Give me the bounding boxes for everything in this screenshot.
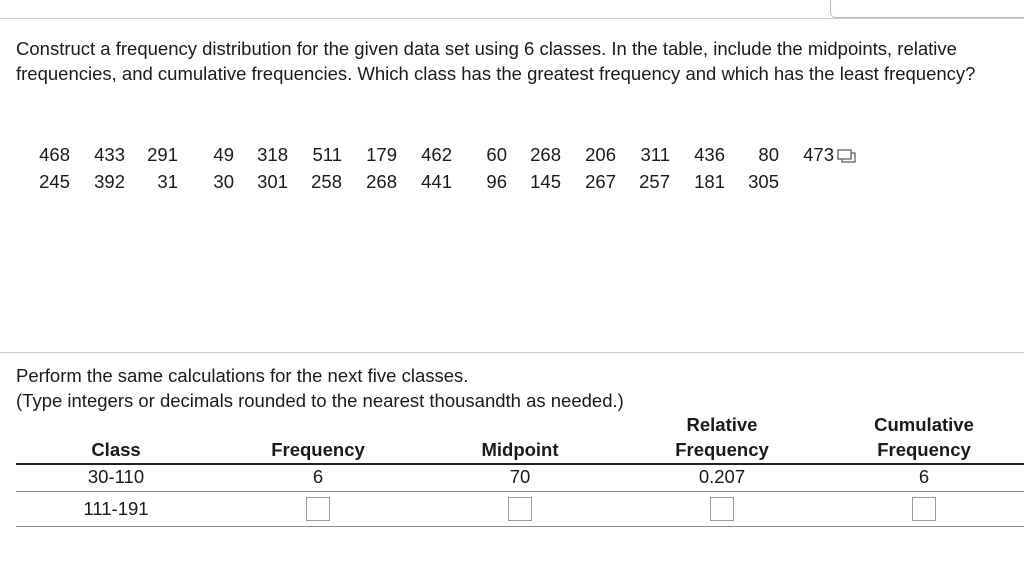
header-relative-line-2: Frequency <box>675 439 769 460</box>
data-value: 268 <box>366 171 397 192</box>
row2-cumulative-frequency-input[interactable] <box>912 497 936 521</box>
data-value: 301 <box>257 171 288 192</box>
header-cumulative-line-2: Frequency <box>877 439 971 460</box>
data-value: 473 <box>803 144 834 165</box>
data-value: 511 <box>312 144 342 165</box>
data-value: 468 <box>39 144 70 165</box>
data-value: 60 <box>486 144 507 165</box>
row1-relative-frequency: 0.207 <box>698 466 746 487</box>
row1-cumulative-frequency: 6 <box>918 466 930 487</box>
row2-midpoint-input[interactable] <box>508 497 532 521</box>
data-value: 49 <box>213 144 234 165</box>
instruction-line-1: Perform the same calculations for the next five classes. <box>16 365 469 386</box>
header-cumulative-line-1: Cumulative <box>874 414 974 435</box>
data-value: 441 <box>421 171 452 192</box>
section-divider <box>0 352 1024 353</box>
data-value: 291 <box>147 144 178 165</box>
data-value: 206 <box>585 144 616 165</box>
instruction-line-2: (Type integers or decimals rounded to the nearest thousandth as needed.) <box>16 390 624 411</box>
row1-frequency: 6 <box>312 466 324 487</box>
table-row-rule <box>16 526 1024 527</box>
header-midpoint: Midpoint <box>481 439 559 460</box>
data-value: 181 <box>694 171 725 192</box>
data-value: 245 <box>39 171 70 192</box>
header-relative-line-1: Relative <box>686 414 758 435</box>
data-value: 311 <box>640 144 670 165</box>
data-value: 268 <box>530 144 561 165</box>
data-value: 305 <box>748 171 779 192</box>
data-value: 436 <box>694 144 725 165</box>
data-value: 96 <box>486 171 507 192</box>
top-tab[interactable] <box>830 0 1024 18</box>
data-value: 80 <box>758 144 779 165</box>
question-text: Construct a frequency distribution for the given data set using 6 classes. In the table, include the midpoints, relative frequencies, and cumulative frequencies. Which class has the greatest frequency and which has the least frequency? <box>16 38 976 84</box>
row1-midpoint: 70 <box>509 466 531 487</box>
row2-class: 111-191 <box>83 498 149 519</box>
data-value: 433 <box>94 144 125 165</box>
row2-relative-frequency-input[interactable] <box>710 497 734 521</box>
data-value: 31 <box>157 171 178 192</box>
data-value: 179 <box>366 144 397 165</box>
data-value: 257 <box>639 171 670 192</box>
data-value: 267 <box>585 171 616 192</box>
header-class: Class <box>91 439 141 460</box>
data-value: 462 <box>421 144 452 165</box>
top-divider <box>0 18 1024 19</box>
data-value: 145 <box>530 171 561 192</box>
row2-frequency-input[interactable] <box>306 497 330 521</box>
row1-class: 30-110 <box>87 466 145 487</box>
data-value: 30 <box>213 171 234 192</box>
table-row-rule <box>16 491 1024 492</box>
data-value: 318 <box>257 144 288 165</box>
data-value: 258 <box>311 171 342 192</box>
data-value: 392 <box>94 171 125 192</box>
copy-data-icon[interactable] <box>836 148 858 166</box>
header-frequency: Frequency <box>271 439 365 460</box>
